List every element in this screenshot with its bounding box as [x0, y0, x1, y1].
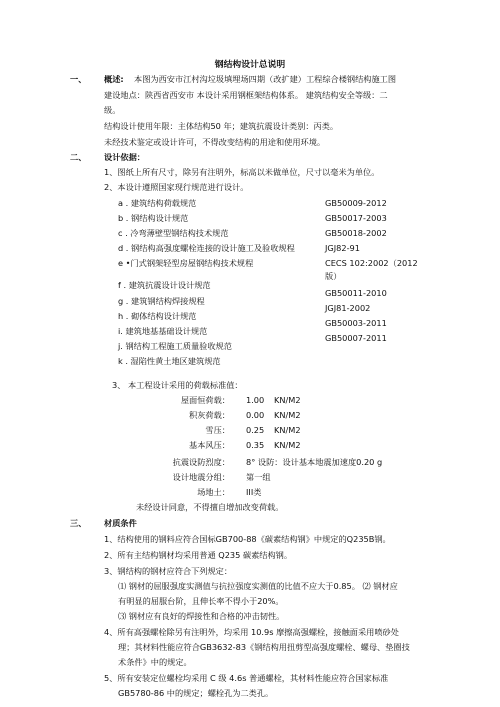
- load-label: 积灰荷载：: [189, 410, 230, 420]
- code-std: 版）: [325, 271, 342, 281]
- section2-number: 二、: [70, 152, 87, 162]
- seismic-value: 8° 设防：设计基本地震加速度0.20 g: [246, 457, 383, 467]
- code-name: a . 建筑结构荷载规范: [118, 198, 197, 208]
- load-unit: KN/M2: [274, 425, 301, 435]
- section1-line: 建设地点：陕西省西安市 本设计采用钢框架结构体系。 建筑结构安全等级：二: [104, 90, 388, 100]
- load-unit: KN/M2: [274, 395, 301, 405]
- section1-line: 未经技术鉴定或设计许可，不得改变结构的用途和使用环境。: [104, 137, 326, 147]
- section2-intro: 2、本设计遵照国家现行规范进行设计。: [104, 182, 249, 192]
- section1-number: 一、: [70, 74, 87, 84]
- code-name: k . 湿陷性黄土地区建筑规范: [118, 356, 221, 366]
- section2-intro: 1、图纸上所有尺寸，除另有注明外，标高以米做单位，尺寸以毫米为单位。: [104, 167, 380, 177]
- load-unit: KN/M2: [274, 440, 301, 450]
- section1-line: 结构设计使用年限：主体结构50 年；建筑抗震设计类别：丙类。: [104, 121, 339, 131]
- section3-line: ⑴ 钢材的屈服强度实测值与抗拉强度实测值的比值不应大于0.85。 ⑵ 钢材应: [118, 581, 398, 591]
- code-std: CECS 102:2002（2012: [325, 258, 418, 268]
- section3-line: 5、所有安装定位螺栓均采用 C 级 4.6s 普通螺栓，其材料性能应符合国家标准: [104, 673, 389, 683]
- code-name: i. 建筑地基基础设计规范: [118, 326, 208, 336]
- load-value: 0.35: [246, 440, 265, 450]
- code-std: GB50017-2003: [325, 213, 387, 223]
- load-label: 基本风压：: [189, 440, 230, 450]
- loads-note: 未经设计同意，不得擅自增加改变荷载。: [136, 502, 284, 512]
- load-unit: KN/M2: [274, 410, 301, 420]
- code-std: GB50003-2011: [325, 318, 387, 328]
- seismic-label: 设计地震分组：: [172, 472, 230, 482]
- document-title: 钢结构设计总说明: [214, 60, 286, 70]
- section1-line: 本图为西安市江村沟垃圾填埋场四期（改扩建）工程综合楼钢结构施工图: [134, 74, 397, 84]
- section3-line: GB5780-86 中的规定；螺栓孔为二类孔。: [118, 688, 274, 698]
- seismic-value: 第一组: [246, 472, 271, 482]
- section3-line: 1、结构使用的钢料应符合国标GB700-88《碳素结构钢》中规定的Q235B钢。: [104, 534, 391, 544]
- section3-line: 理；其材料性能应符合GB3632-83《钢结构用扭剪型高强度螺栓、螺母、垫圈技: [118, 642, 410, 652]
- code-name: h . 砌体结构设计规范: [118, 311, 197, 321]
- seismic-value: III类: [246, 487, 262, 497]
- code-std: GB50018-2002: [325, 228, 387, 238]
- code-std: GB50011-2010: [325, 288, 387, 298]
- load-value: 0.00: [246, 410, 265, 420]
- section1-line: 级。: [104, 105, 121, 115]
- loads-heading: 3、 本工程设计采用的荷载标准值：: [112, 380, 243, 390]
- code-name: b . 钢结构设计规范: [118, 213, 189, 223]
- code-name: d . 钢结构高强度螺栓连接的设计施工及验收规程: [118, 243, 295, 253]
- section3-line: 3、钢结构的钢材应符合下列规定：: [104, 566, 233, 576]
- load-value: 1.00: [246, 395, 265, 405]
- code-name: c . 冷弯薄壁型钢结构技术规范: [118, 228, 229, 238]
- load-value: 0.25: [246, 425, 265, 435]
- code-name: j. 钢结构工程施工质量验收规范: [118, 341, 232, 351]
- seismic-label: 场地土：: [197, 487, 230, 497]
- section3-heading: 材质条件: [104, 518, 137, 528]
- load-label: 屋面恒荷载：: [180, 395, 230, 405]
- seismic-label: 抗震设防烈度：: [172, 457, 230, 467]
- section3-line: ⑶ 钢材应有良好的焊接性和合格的冲击韧性。: [118, 611, 285, 621]
- section3-line: 术条件》中的规定。: [118, 657, 192, 667]
- code-std: JGJ81-2002: [325, 303, 371, 313]
- code-name: e •门式钢架轻型房屋钢结构技术规程: [118, 258, 254, 268]
- section3-line: 4、所有高强螺栓除另有注明外，均采用 10.9s 摩擦高强螺栓，接触面采用喷砂处: [104, 627, 399, 637]
- section2-heading: 设计依据：: [104, 152, 145, 162]
- section1-heading: 概述:: [104, 74, 124, 84]
- section3-number: 三、: [70, 518, 87, 528]
- code-name: f . 建筑抗震设计设计规范: [118, 280, 211, 290]
- code-std: JGJ82-91: [325, 243, 360, 253]
- code-std: GB50009-2012: [325, 198, 387, 208]
- load-label: 雪压：: [205, 425, 230, 435]
- code-std: GB50007-2011: [325, 333, 387, 343]
- section3-line: 有明显的屈服台阶，且伸长率不得小于20%。: [118, 596, 284, 606]
- code-name: g . 建筑钢结构焊接规程: [118, 296, 205, 306]
- section3-line: 2、所有主结构钢材均采用普通 Q235 碳素结构钢。: [104, 550, 293, 560]
